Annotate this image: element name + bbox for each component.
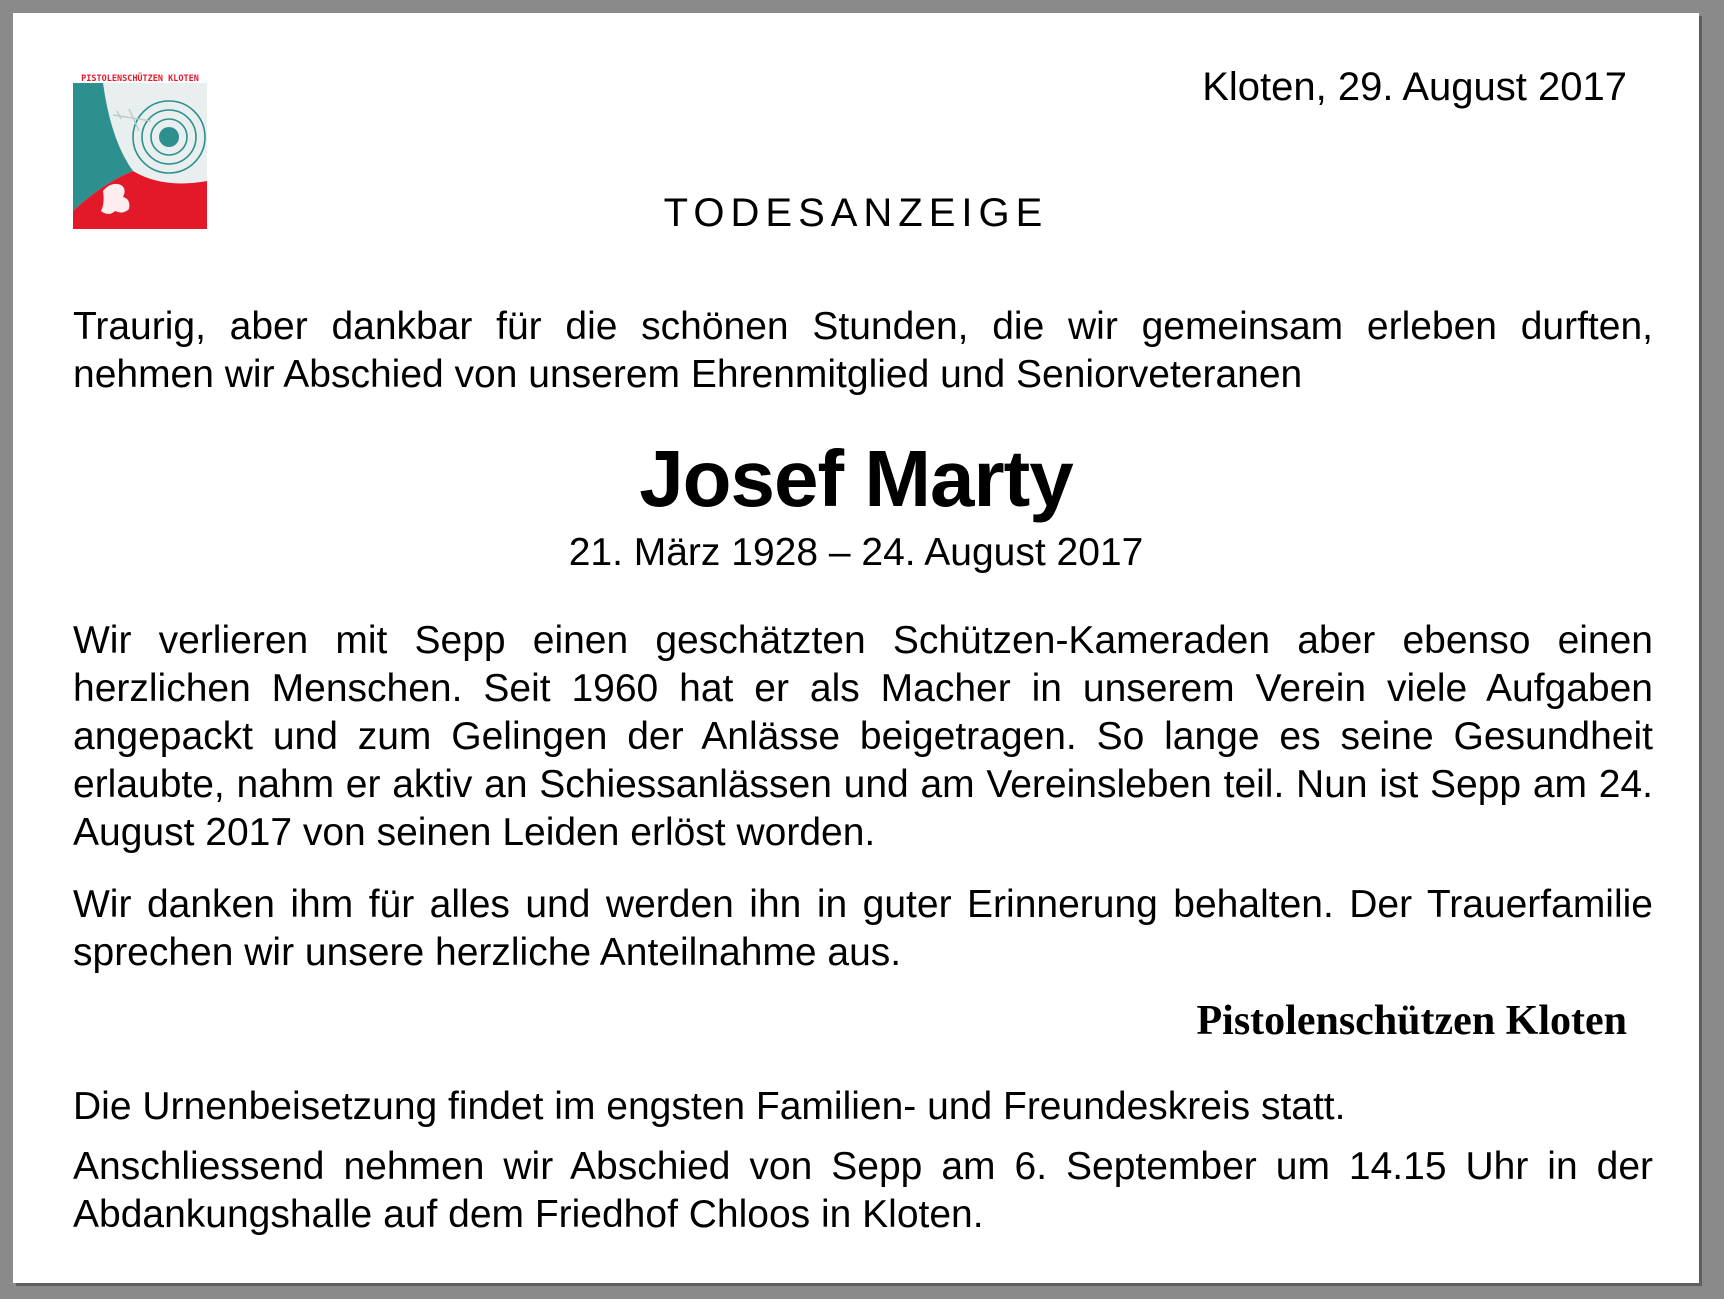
thanks-paragraph: Wir danken ihm für alles und werden ihn in guter Erinnerung behalten. Der Trauerfamilie sprechen wir unsere herzliche Anteilnahme aus. xyxy=(73,883,1653,974)
logo-text: PISTOLENSCHÜTZEN KLOTEN xyxy=(81,74,199,84)
deceased-name: Josef Marty xyxy=(639,434,1073,523)
farewell-paragraph: Anschliessend nehmen wir Abschied von Sepp am 6. September um 14.15 Uhr in der Abdankungshalle auf dem Friedhof Chloos in Kloten. xyxy=(73,1145,1653,1236)
tribute-paragraph: Wir verlieren mit Sepp einen geschätzten Schützen-Kameraden aber ebenso einen herzlichen Menschen. Seit 1960 hat er als Macher in unserem Verein viele Aufgaben angepackt und zum Gelingen der Anlässe beigetragen. So lange es seine Gesundheit erlaubte, nahm er aktiv an Schiessanlässen und am Vereinsleben teil. Nun ist Sepp am 24. August 2017 von seinen Leiden erlöst worden. xyxy=(73,619,1653,854)
obituary-page xyxy=(13,13,1699,1283)
place-date: Kloten, 29. August 2017 xyxy=(1202,65,1627,109)
intro-paragraph: Traurig, aber dankbar für die schönen Stunden, die wir gemeinsam erleben durften, nehmen wir Abschied von unserem Ehrenmitglied und Seniorveteranen xyxy=(73,305,1653,396)
life-dates: 21. März 1928 – 24. August 2017 xyxy=(568,531,1144,574)
burial-paragraph: Die Urnenbeisetzung findet im engsten Familien- und Freundeskreis statt. xyxy=(73,1085,1346,1128)
signature: Pistolenschützen Kloten xyxy=(1196,998,1627,1044)
page-title: TODESANZEIGE xyxy=(663,191,1049,235)
